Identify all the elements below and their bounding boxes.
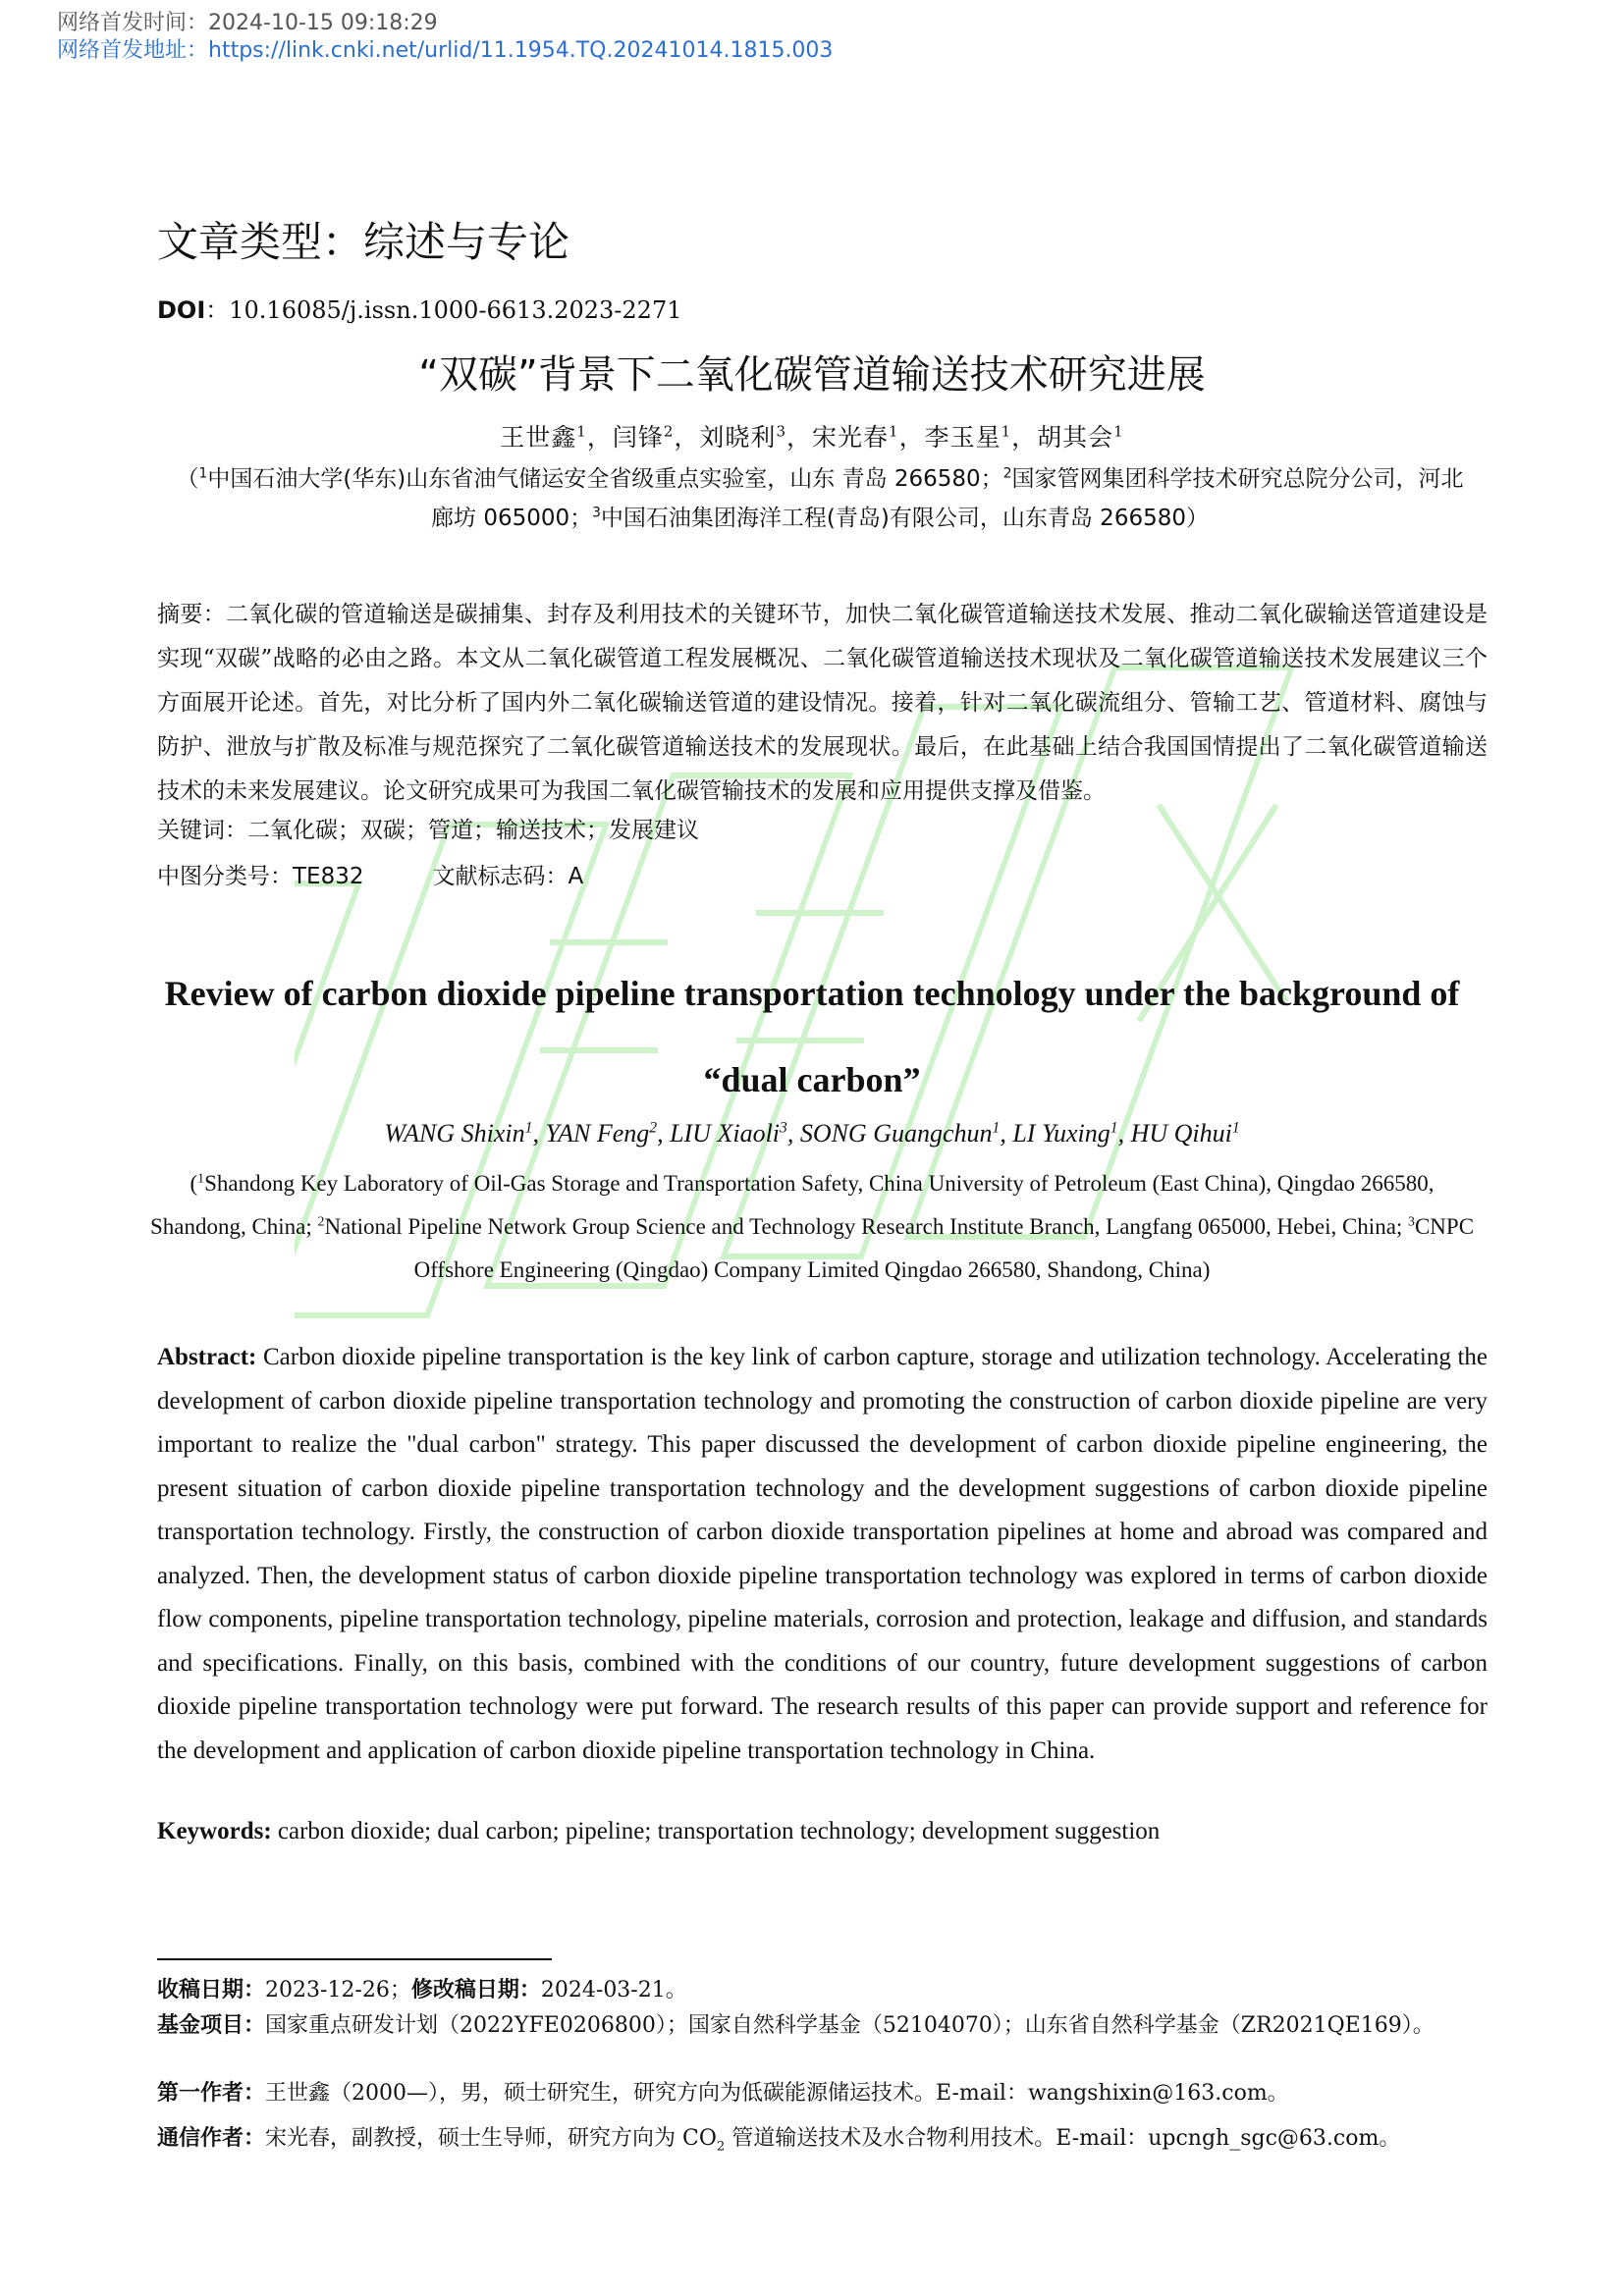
first-author-text: 王世鑫（2000—），男，硕士研究生，研究方向为低碳能源储运技术。E-mail：wangshixin@163.com。 <box>265 2081 1289 2106</box>
abstract-en <box>157 1336 1488 1773</box>
first-author-label: 第一作者： <box>157 2081 266 2106</box>
author-name: HU Qihui <box>1130 1119 1232 1148</box>
affil-en-3: CNPC Offshore Engineering (Qingdao) Company Limited Qingdao 266580, Shandong, China) <box>413 1214 1475 1282</box>
publish-url-label: 网络首发地址： <box>57 38 209 63</box>
clc-value: TE832 <box>293 864 364 889</box>
footnote-fund <box>157 2010 1488 2042</box>
revised-label: 修改稿日期： <box>410 1978 541 2002</box>
fund-label: 基金项目： <box>157 2013 266 2038</box>
author-name: 王世鑫 <box>500 423 577 452</box>
author-name: 胡其会 <box>1037 423 1114 452</box>
author-affiliation-number: 3 <box>780 1119 787 1137</box>
author-affiliation-number: 1 <box>992 1119 1001 1137</box>
affil-en-2-num: 2 <box>317 1213 325 1229</box>
corr-author-text: 宋光春，副教授，硕士生导师，研究方向为 CO <box>265 2126 717 2151</box>
footnote-first-author <box>157 2078 1488 2109</box>
author-affiliation-number: 1 <box>576 422 587 441</box>
author-affiliation-number: 1 <box>1231 1119 1240 1137</box>
affil-en-open: ( <box>189 1171 198 1196</box>
author-name: LI Yuxing <box>1012 1119 1110 1148</box>
author-name: 李玉星 <box>924 423 1001 452</box>
affil-cn-3: 中国石油集团海洋工程(青岛)有限公司，山东青岛 266580） <box>600 506 1209 531</box>
keywords-en-text: carbon dioxide; dual carbon; pipeline; transportation technology; development suggestion <box>277 1818 1161 1844</box>
publish-time <box>57 6 438 36</box>
doi-label: DOI <box>157 296 206 324</box>
authors-en: WANG Shixin$^1$, YAN Feng$^2$, LIU Xiaoli$^3$, SONG Guangchun$^1$, LI Yuxing$^1$, HU Qihui$^1$ <box>384 1119 1240 1148</box>
clc-label: 中图分类号： <box>157 864 293 889</box>
abstract-cn-text: 二氧化碳的管道输送是碳捕集、封存及利用技术的关键环节，加快二氧化碳管道输送技术发展、推动二氧化碳输送管道建设是实现“双碳”战略的必由之路。本文从二氧化碳管道工程发展概况、二氧化碳管道输送技术现状及二氧化碳管道输送技术发展建议三个方面展开论述。首先，对比分析了国内外二氧化碳输送管道的建设情况。接着，针对二氧化碳流组分、管输工艺、管道材料、腐蚀与防护、泄放与扩散及标准与规范探究了二氧化碳管道输送技术的发展现状。最后，在此基础上结合我国国情提出了二氧化碳管道输送技术的未来发展建议。论文研究成果可为我国二氧化碳管输技术的发展和应用提供支撑及借鉴。 <box>157 602 1489 804</box>
affil-cn-3-num: 3 <box>592 505 601 521</box>
footnote-dates <box>157 1975 1488 2006</box>
author-affiliation-number: 1 <box>524 1119 533 1137</box>
publish-url-link[interactable]: https://link.cnki.net/urlid/11.1954.TQ.20241014.1815.003 <box>208 38 834 63</box>
article-type: 文章类型：综述与专论 <box>157 218 570 266</box>
received-date: 2023-12-26； <box>265 1978 411 2002</box>
revised-date: 2024-03-21。 <box>540 1978 687 2002</box>
author-affiliation-number: 1 <box>1110 1119 1118 1137</box>
received-label: 收稿日期： <box>157 1978 266 2002</box>
author-affiliation-number: 1 <box>1113 422 1124 441</box>
affil-cn-1: 中国石油大学(华东)山东省油气储运安全省级重点实验室，山东 青岛 266580； <box>207 466 1003 492</box>
affil-cn-1-num: 1 <box>198 465 208 482</box>
keywords-cn-text: 二氧化碳；双碳；管道；输送技术；发展建议 <box>247 818 699 843</box>
publish-time-value: 2024-10-15 09:18:29 <box>208 11 438 35</box>
author-affiliation-number: 2 <box>663 422 675 441</box>
author-name: 宋光春 <box>812 423 890 452</box>
doc-code-value: A <box>568 864 584 889</box>
author-name: SONG Guangchun <box>799 1119 993 1148</box>
affil-en-1: Shandong Key Laboratory of Oil-Gas Storage and Transportation Safety, China University of Petroleum (East China), Qingdao 266580, Shandong, China; <box>149 1171 1435 1239</box>
title-cn: “双碳”背景下二氧化碳管道输送技术研究进展 <box>418 352 1206 398</box>
fund-text: 国家重点研发计划（2022YFE0206800）；国家自然科学基金（52104070）；山东省自然科学基金（ZR2021QE169）。 <box>265 2013 1435 2038</box>
abstract-cn-label: 摘要： <box>157 602 227 627</box>
abstract-cn <box>157 593 1488 814</box>
footnote-divider <box>157 1958 552 1960</box>
corr-author-sub: 2 <box>716 2139 726 2155</box>
affiliations-cn <box>167 459 1473 538</box>
author-name: 刘晓利 <box>699 423 777 452</box>
authors-cn: 王世鑫$^1$，闫锋$^2$，刘晓利$^3$，宋光春$^1$，李玉星$^1$，胡其会$^1$ <box>500 422 1124 452</box>
affil-en-2: National Pipeline Network Group Science and Technology Research Institute Branch, Langfang 065000, Hebei, China; <box>324 1214 1409 1239</box>
abstract-en-text: Carbon dioxide pipeline transportation is the key link of carbon capture, storage and utilization technology. Accelerating the development of carbon dioxide pipeline transportation technology and promoting the construction of carbon dioxide pipeline are very important to realize the "dual carbon" strategy. This paper discussed the development of carbon dioxide pipeline engineering, the present situation of carbon dioxide pipeline transportation technology and the development suggestions of carbon dioxide pipeline transportation technology. Firstly, the construction of carbon dioxide transportation pipelines at home and abroad was compared and analyzed. Then, the development status of carbon dioxide pipeline transportation technology was explored in terms of carbon dioxide flow components, pipeline transportation technology, pipeline materials, corrosion and protection, leakage and diffusion, and standards and specifications. Finally, on this basis, combined with the conditions of our country, future development suggestions of carbon dioxide pipeline transportation technology were put forward. The research results of this paper can provide support and reference for the development and application of carbon dioxide pipeline transportation technology in China. <box>157 1344 1488 1764</box>
title-en: Review of carbon dioxide pipeline transportation technology under the background of “dual carbon” <box>164 974 1460 1099</box>
keywords-en <box>157 1818 1160 1845</box>
author-affiliation-number: 2 <box>649 1119 658 1137</box>
doc-code-label: 文献标志码： <box>432 864 568 889</box>
abstract-en-label: Abstract: <box>157 1344 257 1370</box>
affil-en-1-num: 1 <box>197 1170 205 1186</box>
keywords-cn <box>157 812 699 844</box>
footnote-corresponding-author <box>157 2123 1488 2163</box>
doi <box>157 291 682 325</box>
doi-value: ：10.16085/j.issn.1000-6613.2023-2271 <box>205 296 682 324</box>
affil-cn-2: 国家管网集团科学技术研究总院分公司，河北 廊坊 065000； <box>431 466 1464 531</box>
author-name: 闫锋 <box>612 423 664 452</box>
author-affiliation-number: 1 <box>1001 422 1012 441</box>
keywords-en-label: Keywords: <box>157 1818 272 1844</box>
affil-cn-2-num: 2 <box>1002 465 1012 482</box>
author-name: LIU Xiaoli <box>670 1119 781 1148</box>
publish-address <box>57 33 833 64</box>
publish-time-label: 网络首发时间： <box>57 11 209 35</box>
author-name: WANG Shixin <box>384 1119 525 1148</box>
author-affiliation-number: 1 <box>889 422 899 441</box>
corr-author-label: 通信作者： <box>157 2126 266 2151</box>
classification <box>157 858 583 890</box>
keywords-cn-label: 关键词： <box>157 818 247 843</box>
affil-cn-open: （ <box>176 466 199 492</box>
corr-author-text-2: 管道输送技术及水合物利用技术。E-mail：upcngh_sgc@63.com。 <box>725 2126 1401 2151</box>
author-affiliation-number: 3 <box>776 422 786 441</box>
author-name: YAN Feng <box>545 1119 650 1148</box>
affiliations-en <box>147 1162 1477 1292</box>
affil-en-3-num: 3 <box>1408 1213 1415 1229</box>
